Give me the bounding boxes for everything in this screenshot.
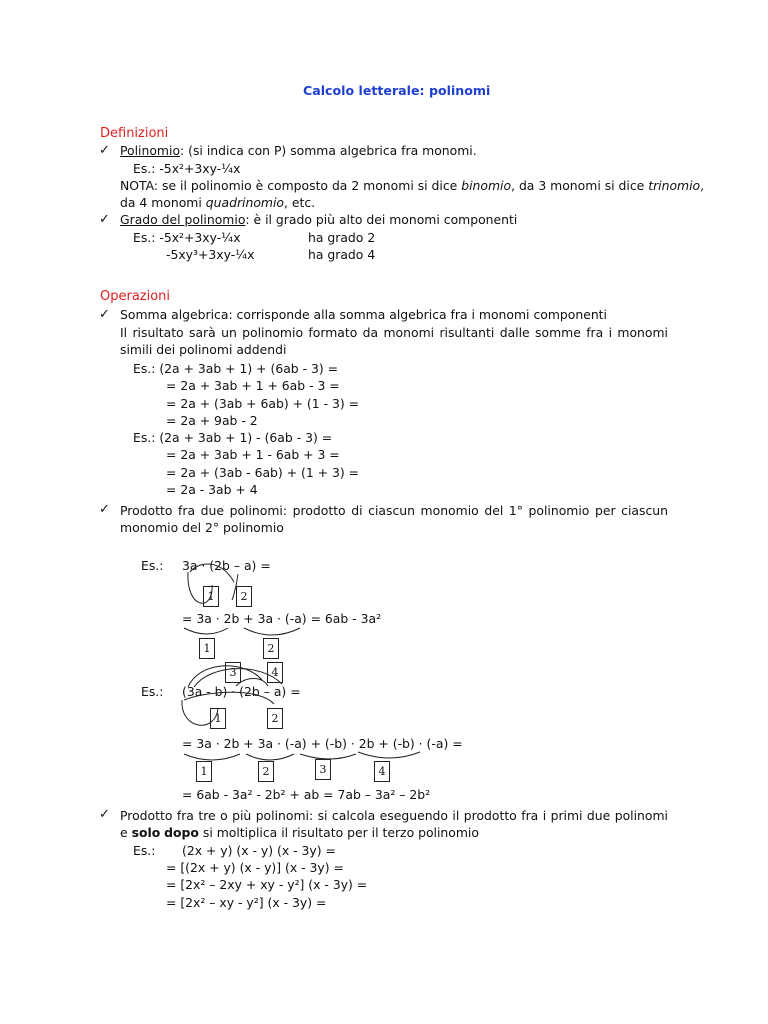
prodotto-definition: Prodotto fra due polinomi: prodotto di ciascun monomio del 1° polinomio per ciascun monomio del 2° polinomio <box>120 503 668 535</box>
nota-text: da 4 monomi <box>120 195 206 210</box>
grado-term: Grado del polinomio <box>120 212 246 227</box>
step-box-3: 3 <box>225 662 241 683</box>
tre-ex-line: = [(2x + y) (x - y)] (x - 3y) = <box>166 860 344 875</box>
trinomio-term: trinomio <box>648 178 701 193</box>
example-label: Es.: <box>133 230 156 245</box>
tre-ex-line: (2x + y) (x - y) (x - 3y) = <box>182 843 336 858</box>
step-box-4: 4 <box>374 761 390 782</box>
grado-result-2: ha grado 4 <box>308 247 376 262</box>
somma-ex1-line: Es.: (2a + 3ab + 1) + (6ab - 3) = <box>133 361 339 376</box>
brace-2 <box>244 628 300 635</box>
example-expression: -5x²+3xy-¼x <box>155 230 241 245</box>
binomio-term: binomio <box>461 178 512 193</box>
section-heading-operazioni: Operazioni <box>100 289 171 304</box>
somma-description: Il risultato sarà un polinomio formato da monomi risultanti dalle somme fra i monomi simili dei polinomi addendi <box>120 325 668 357</box>
tre-bold-dopo: dopo <box>164 825 199 840</box>
tre-text: Prodotto fra tre o più polinomi: si calcola eseguendo il prodotto fra i primi due polinomi e <box>120 808 668 840</box>
polinomio-definition <box>120 143 477 159</box>
grado-desc: : è il grado più alto dei monomi componenti <box>245 212 518 227</box>
somma-ex2-line: Es.: (2a + 3ab + 1) - (6ab - 3) = <box>133 430 333 445</box>
nota-text: , etc. <box>284 195 316 210</box>
grado-definition <box>120 212 517 228</box>
grado-example-1 <box>133 230 241 246</box>
step-box-1: 1 <box>196 761 212 782</box>
step-box-2: 2 <box>258 761 274 782</box>
nota-text: , da 3 monomi si dice <box>511 178 649 193</box>
prod-ex2-result: = 3a · 2b + 3a · (-a) + (-b) · 2b + (-b) · (-a) = <box>182 736 463 751</box>
check-mark-icon: ✓ <box>99 307 110 322</box>
prod-ex2-expression: (3a - b) · (2b – a) = <box>182 684 301 699</box>
brace-1 <box>184 628 228 634</box>
grado-result-1: ha grado 2 <box>308 230 376 245</box>
somma-ex2-line: = 2a + (3ab - 6ab) + (1 + 3) = <box>166 465 360 480</box>
section-heading-definizioni: Definizioni <box>100 126 169 141</box>
polinomio-desc: : (si indica con P) somma algebrica fra monomi. <box>180 143 477 158</box>
tre-ex-label: Es.: <box>133 843 156 858</box>
brace-4 <box>358 752 420 758</box>
tre-bold-solo: solo <box>131 825 161 840</box>
nota-text: , <box>700 178 705 193</box>
brace-2 <box>246 754 294 760</box>
step-box-2: 2 <box>267 708 283 729</box>
somma-ex1-line: = 2a + 9ab - 2 <box>166 413 258 428</box>
polinomio-example: Es.: -5x²+3xy-¼x <box>133 161 241 176</box>
step-box-2: 2 <box>236 586 252 607</box>
prod-ex1-expression: 3a · (2b – a) = <box>182 558 271 573</box>
somma-definition: Somma algebrica: corrisponde alla somma algebrica fra i monomi componenti <box>120 307 607 322</box>
step-box-2: 2 <box>263 638 279 659</box>
brace-1 <box>184 754 240 760</box>
tre-ex-line: = [2x² – 2xy + xy - y²] (x - 3y) = <box>166 877 368 892</box>
prod-ex2-label: Es.: <box>141 684 164 699</box>
prod-ex1-label: Es.: <box>141 558 164 573</box>
somma-ex1-line: = 2a + (3ab + 6ab) + (1 - 3) = <box>166 396 360 411</box>
tre-text: si moltiplica il risultato per il terzo polinomio <box>198 825 479 840</box>
grado-example-2: -5xy³+3xy-¼x <box>166 247 255 262</box>
nota-text: NOTA: se il polinomio è composto da 2 monomi si dice <box>120 178 462 193</box>
step-box-3: 3 <box>315 759 331 780</box>
somma-ex1-line: = 2a + 3ab + 1 + 6ab - 3 = <box>166 378 340 393</box>
step-box-1: 1 <box>203 586 219 607</box>
step-box-4: 4 <box>267 662 283 683</box>
step-box-1: 1 <box>199 638 215 659</box>
step-box-1: 1 <box>210 708 226 729</box>
somma-ex2-line: = 2a + 3ab + 1 - 6ab + 3 = <box>166 447 340 462</box>
check-mark-icon: ✓ <box>99 143 110 158</box>
quadrinomio-term: quadrinomio <box>205 195 285 210</box>
tre-ex-line: = [2x² – xy - y²] (x - 3y) = <box>166 895 327 910</box>
page-title: Calcolo letterale: polinomi <box>303 83 491 98</box>
check-mark-icon: ✓ <box>99 212 110 227</box>
nota-line-2 <box>120 195 315 211</box>
nota-line-1 <box>120 178 704 194</box>
somma-ex2-line: = 2a - 3ab + 4 <box>166 482 258 497</box>
check-mark-icon: ✓ <box>99 807 110 822</box>
check-mark-icon: ✓ <box>99 502 110 517</box>
polinomio-term: Polinomio <box>120 143 181 158</box>
prod-ex1-result: = 3a · 2b + 3a · (-a) = 6ab - 3a² <box>182 611 382 626</box>
prod-ex2-final: = 6ab - 3a² - 2b² + ab = 7ab – 3a² – 2b² <box>182 787 431 802</box>
prodotto-tre-definition <box>120 807 668 841</box>
